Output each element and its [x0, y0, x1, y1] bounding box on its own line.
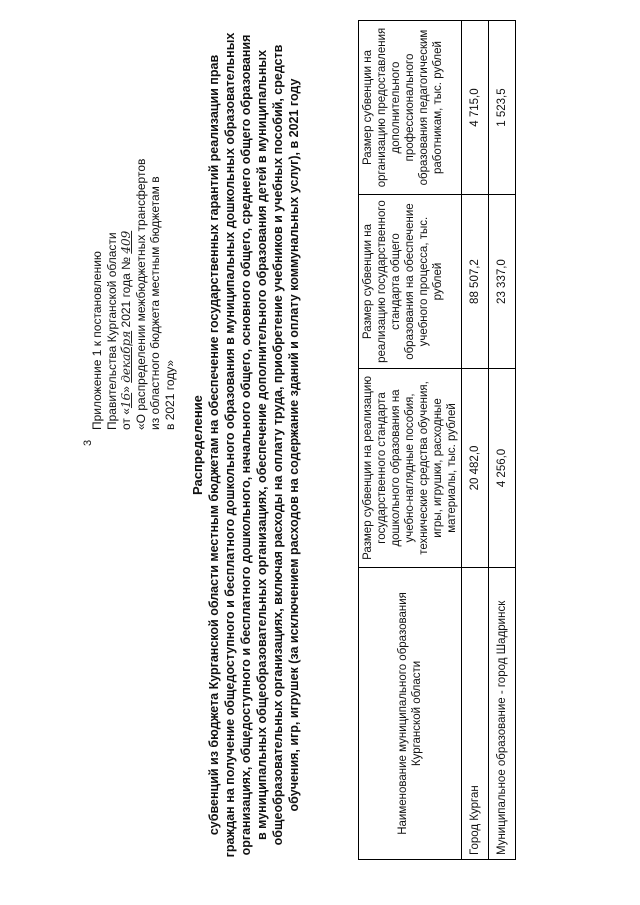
row-municipality-name: Город Курган: [462, 567, 489, 859]
rotated-page-content: [90, 20, 630, 880]
header-general-education-subsidy: Размер субвенции на реализацию государственного стандарта общего образования на обеспечение учебного процесса, тыс. рублей: [359, 195, 462, 369]
appendix-line-5: из областного бюджета местным бюджетам в: [148, 176, 162, 430]
subsidy-table-wrapper: [358, 20, 516, 860]
appendix-line-1: Приложение 1 к постановлению: [90, 251, 104, 430]
handwritten-number: 409: [119, 230, 133, 254]
table-row: [462, 21, 489, 860]
title-heading: Распределение: [190, 395, 205, 495]
row-preschool-value: 4 256,0: [489, 369, 516, 568]
table-row: [489, 21, 516, 860]
appendix-line-2: Правительства Курганской области: [104, 232, 119, 430]
appendix-line-4: «О распределении межбюджетных трансфертов: [133, 158, 148, 430]
subsidy-table: [358, 20, 516, 860]
row-professional-value: 1 523,5: [489, 21, 516, 195]
header-professional-education-subsidy: Размер субвенции на организацию предоставления дополнительного профессионального образования педагогическим работникам, тыс. рублей: [359, 21, 462, 195]
year-text: 2021 года №: [119, 257, 133, 331]
date-mid: »: [119, 382, 133, 393]
date-prefix: от «: [119, 408, 133, 430]
row-municipality-name: Муниципальное образование - город Шадринск: [489, 567, 516, 859]
appendix-line-6: в 2021 году»: [162, 359, 177, 430]
appendix-date-line: [119, 20, 134, 430]
row-preschool-value: 20 482,0: [462, 369, 489, 568]
table-header-row: [359, 21, 462, 860]
row-professional-value: 4 715,0: [462, 21, 489, 195]
handwritten-month: декабря: [119, 330, 133, 383]
handwritten-day: 16: [119, 392, 133, 409]
row-general-value: 23 337,0: [489, 195, 516, 369]
page-number: 3: [82, 439, 94, 446]
appendix-header: [90, 20, 177, 430]
header-preschool-subsidy: Размер субвенции на реализацию государственного стандарта дошкольного образования на учебно-наглядные пособия, технические средства обучения, игры, игрушки, расходные материалы, тыс. рублей: [359, 369, 462, 568]
row-general-value: 88 507,2: [462, 195, 489, 369]
header-municipality: Наименование муниципального образования Курганской области: [359, 567, 462, 859]
document-title: [190, 30, 302, 860]
title-body: субвенций из бюджета Курганской области местным бюджетам на обеспечение государственных гарантий реализации прав граждан на получение общедоступного и бесплатного дошкольного образования в муниципальных дошкольных образовательных организациях, общедоступного и бесплатного дошкольного, начального общего, основного общего, среднего общего образования в муниципальных общеобразовательных организациях, обеспечение дополнительного образования детей в муниципальных общеобразовательных организациях, включая расходы на оплату труда, приобретение учебников и учебных пособий, средств обучения, игр, игрушек (за исключением расходов на содержание зданий и оплату коммунальных услуг), в 2021 году: [207, 32, 301, 858]
